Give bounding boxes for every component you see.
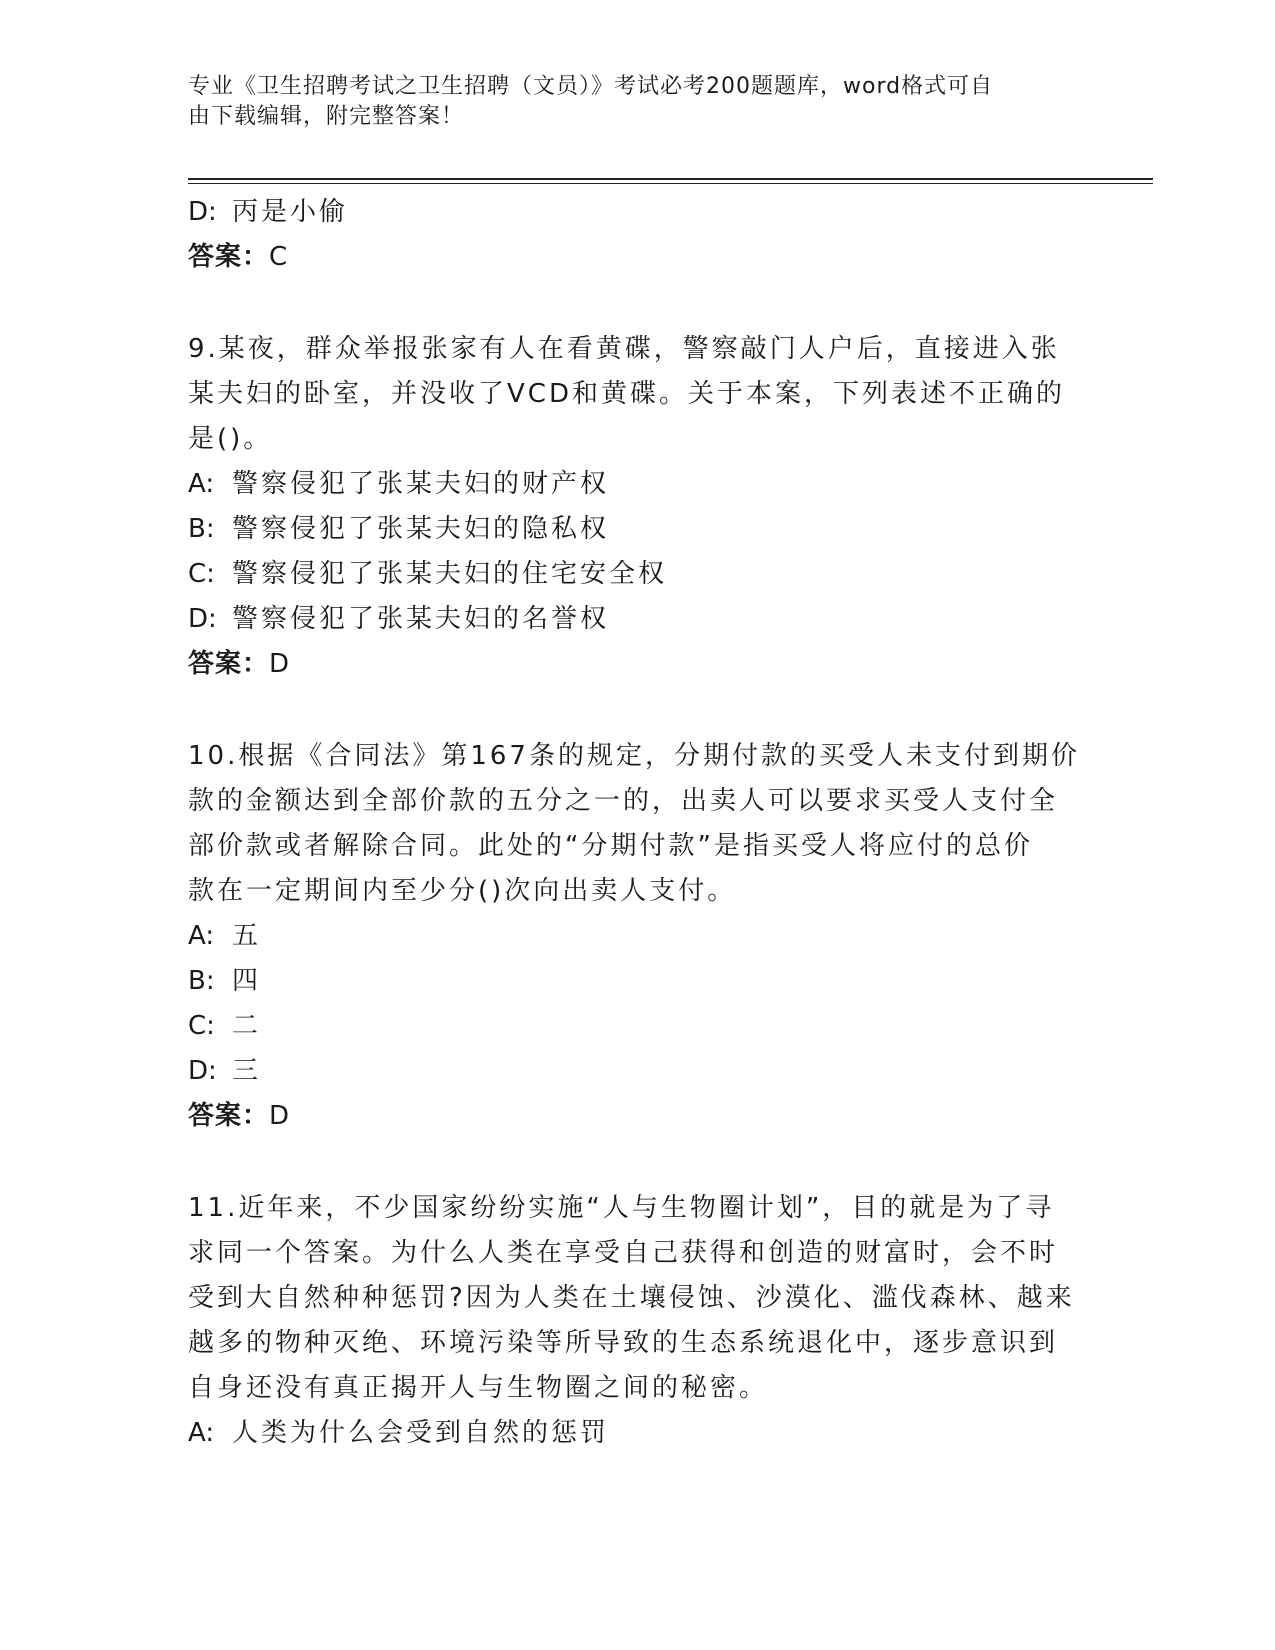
option-letter: A: [188, 1418, 215, 1448]
question-stem [188, 734, 1088, 914]
stem-line: 受到大自然种种惩罚?因为人类在土壤侵蚀、沙漠化、滥伐森林、越来 [188, 1283, 1075, 1313]
answer-label: 答案： [188, 1101, 270, 1131]
option-text: 警察侵犯了张某夫妇的隐私权 [232, 514, 610, 544]
option-text: 五 [232, 921, 262, 951]
stem-line: 11.近年来，不少国家纷纷实施“人与生物圈计划”，目的就是为了寻 [188, 1193, 1055, 1223]
answer-label: 答案： [188, 649, 270, 679]
stem-line: 求同一个答案。为什么人类在享受自己获得和创造的财富时，会不时 [188, 1238, 1059, 1268]
document-body [188, 190, 1088, 1456]
option-text: 警察侵犯了张某夫妇的财产权 [232, 469, 610, 499]
option-c [188, 1004, 1088, 1049]
option-d [188, 190, 1088, 235]
option-c [188, 552, 1088, 597]
stem-line: 款的金额达到全部价款的五分之一的，出卖人可以要求买受人支付全 [188, 786, 1059, 816]
option-letter: B: [188, 514, 215, 544]
stem-line: 部价款或者解除合同。此处的“分期付款”是指买受人将应付的总价 [188, 831, 1033, 861]
option-letter: D: [188, 197, 217, 227]
stem-line: 款在一定期间内至少分()次向出卖人支付。 [188, 876, 737, 906]
option-text: 丙是小偷 [232, 197, 349, 227]
answer-value: C [269, 242, 289, 272]
answer-value: D [269, 649, 291, 679]
stem-line: 某夫妇的卧室，并没收了VCD和黄碟。关于本案，下列表述不正确的 [188, 379, 1065, 409]
stem-line: 10.根据《合同法》第167条的规定，分期付款的买受人未支付到期价 [188, 741, 1080, 771]
option-d [188, 597, 1088, 642]
answer-line [188, 235, 1088, 280]
header-divider [188, 178, 1153, 180]
option-text: 二 [232, 1011, 262, 1041]
question-9 [188, 327, 1088, 687]
stem-line: 越多的物种灭绝、环境污染等所导致的生态系统退化中，逐步意识到 [188, 1328, 1059, 1358]
answer-value: D [269, 1101, 291, 1131]
answer-label: 答案： [188, 242, 270, 272]
option-text: 警察侵犯了张某夫妇的住宅安全权 [232, 559, 668, 589]
header-line-2: 由下载编辑，附完整答案！ [188, 104, 465, 129]
option-b [188, 507, 1088, 552]
question-11 [188, 1186, 1088, 1456]
option-a [188, 462, 1088, 507]
question-stem [188, 1186, 1088, 1411]
option-text: 四 [232, 966, 262, 996]
option-d [188, 1049, 1088, 1094]
option-letter: A: [188, 469, 215, 499]
stem-line: 自身还没有真正揭开人与生物圈之间的秘密。 [188, 1373, 769, 1403]
header-divider-thin [188, 183, 1153, 184]
option-letter: D: [188, 604, 217, 634]
option-letter: C: [188, 559, 215, 589]
option-text: 人类为什么会受到自然的惩罚 [232, 1418, 610, 1448]
header-line-1: 专业《卫生招聘考试之卫生招聘（文员）》考试必考200题题库，word格式可自 [188, 74, 994, 99]
option-text: 警察侵犯了张某夫妇的名誉权 [232, 604, 610, 634]
question-10 [188, 734, 1088, 1139]
question-stem [188, 327, 1088, 462]
option-letter: C: [188, 1011, 215, 1041]
option-a [188, 1411, 1088, 1456]
stem-line: 9.某夜，群众举报张家有人在看黄碟，警察敲门人户后，直接进入张 [188, 334, 1060, 364]
answer-line [188, 1094, 1088, 1139]
option-text: 三 [232, 1056, 262, 1086]
option-letter: A: [188, 921, 215, 951]
option-letter: B: [188, 966, 215, 996]
option-a [188, 914, 1088, 959]
option-letter: D: [188, 1056, 217, 1086]
stem-line: 是()。 [188, 424, 273, 454]
option-b [188, 959, 1088, 1004]
page-header [188, 72, 1088, 132]
answer-line [188, 642, 1088, 687]
